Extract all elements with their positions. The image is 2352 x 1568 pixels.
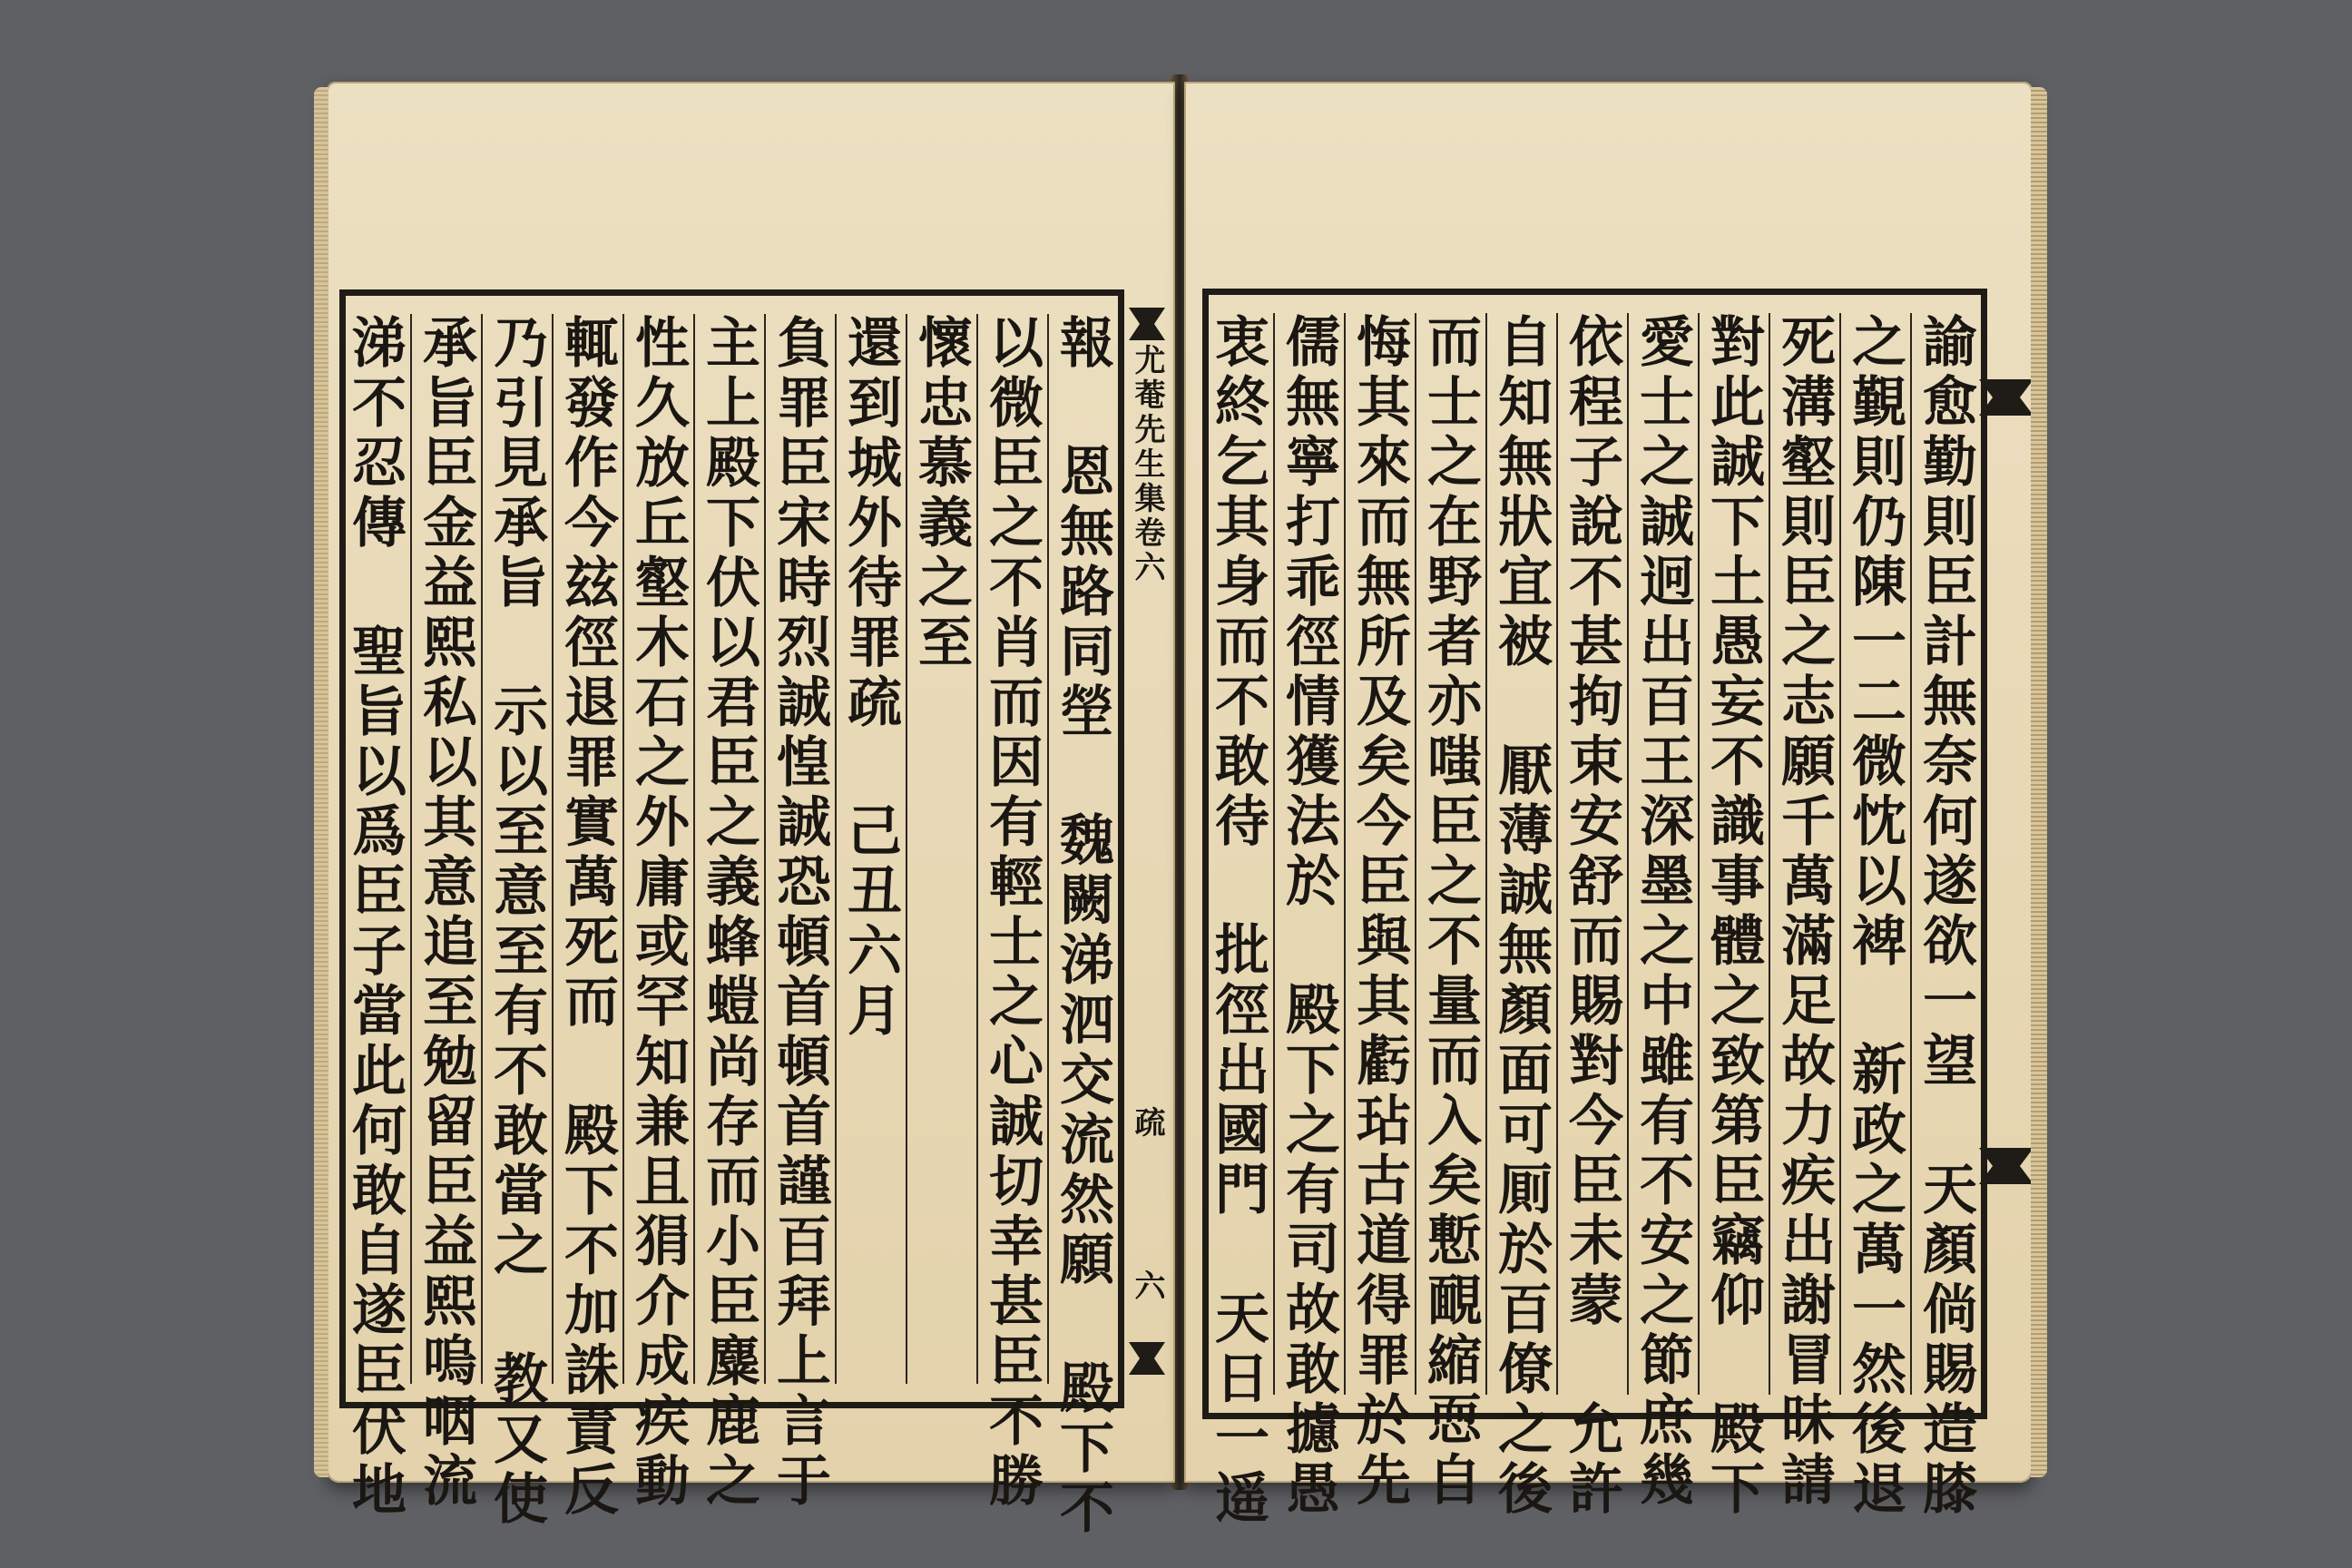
- section-label: 疏: [1129, 1106, 1165, 1137]
- left-column-2: 以微臣之不肖而因有輕士之心誠切幸甚臣不勝: [976, 314, 1045, 1384]
- right-column-7: 自知無狀宜被 厭薄誠無顏面可厠於百僚之後: [1485, 313, 1554, 1395]
- right-column-3: 死溝壑則臣之志願千萬滿足故力疾出謝冒昧請: [1769, 313, 1838, 1395]
- left-column-11: 涕不忍傳 聖旨以爲臣子當此何敢自遂臣伏地: [343, 314, 407, 1521]
- left-column-4: 還到城外待罪疏 己丑六月: [835, 314, 904, 1384]
- fish-tail-mark-bottom: [1129, 1342, 1165, 1375]
- left-column-8: 輒發作今玆徑退罪實萬死而 殿下不加誅責反: [552, 314, 621, 1384]
- left-page: [327, 82, 1175, 1539]
- left-text-frame: [339, 289, 1124, 1539]
- right-column-1: 諭愈勤則臣計無奈何遂欲一望 天顏倘賜造膝: [1910, 313, 1979, 1395]
- fish-tail-mark-right-top: [1979, 379, 2034, 416]
- right-column-2: 之覲則仍陳一二微忱以裨 新政之萬一然後退: [1839, 313, 1908, 1395]
- folio-number: 六: [1129, 1269, 1165, 1300]
- book-volume-title: 尤菴先生集卷六: [1129, 344, 1165, 585]
- center-fold-strip: [1120, 289, 1171, 1399]
- left-column-1: 報 恩無路同塋 魏闕涕泗交流然願 殿下不: [1047, 314, 1116, 1384]
- right-column-11: 衷終乞其身而不敢待 批徑出國門 天日一遥: [1206, 313, 1269, 1529]
- left-column-9: 乃引見承旨 示以至意至有不敢當之 教又使: [481, 314, 550, 1384]
- right-column-4: 對此誠下土愚妄不識事體之致第臣竊仰 殿下: [1698, 313, 1767, 1395]
- right-column-10: 儒無寧打乖徑情獲法於 殿下之有司故敢攄愚: [1273, 313, 1342, 1395]
- fish-tail-mark-right-bottom: [1979, 1148, 2034, 1184]
- right-page: [1184, 82, 2033, 1529]
- open-book: [327, 74, 2033, 1539]
- right-text-frame: [1202, 289, 1987, 1529]
- left-column-7: 性久放丘壑木石之外庸或罕知兼且狷介成疾動: [622, 314, 691, 1384]
- right-column-9: 悔其來而無所及矣今臣與其虧玷古道得罪於先: [1344, 313, 1413, 1395]
- left-column-10: 承旨臣金益熙私以其意追至勉留臣益熙嗚咽流: [410, 314, 479, 1384]
- right-column-5: 愛士之誠迥出百王深墨之中雖有不安之節庶幾: [1627, 313, 1696, 1395]
- right-column-6: 依程子說不甚拘束安舒而賜對今臣未蒙 允許: [1556, 313, 1625, 1395]
- left-column-3: 懷忠慕義之至: [906, 314, 975, 1384]
- fish-tail-mark-top: [1129, 308, 1165, 340]
- right-column-8: 而士之在野者亦嗤臣之不量而入矣慙靦縮恧自: [1415, 313, 1484, 1395]
- left-column-5: 負罪臣宋時烈誠惶誠恐頓首頓首謹百拜上言于: [764, 314, 833, 1384]
- left-column-6: 主上殿下伏以君臣之義蜂螘尚存而小臣麋鹿之: [693, 314, 762, 1384]
